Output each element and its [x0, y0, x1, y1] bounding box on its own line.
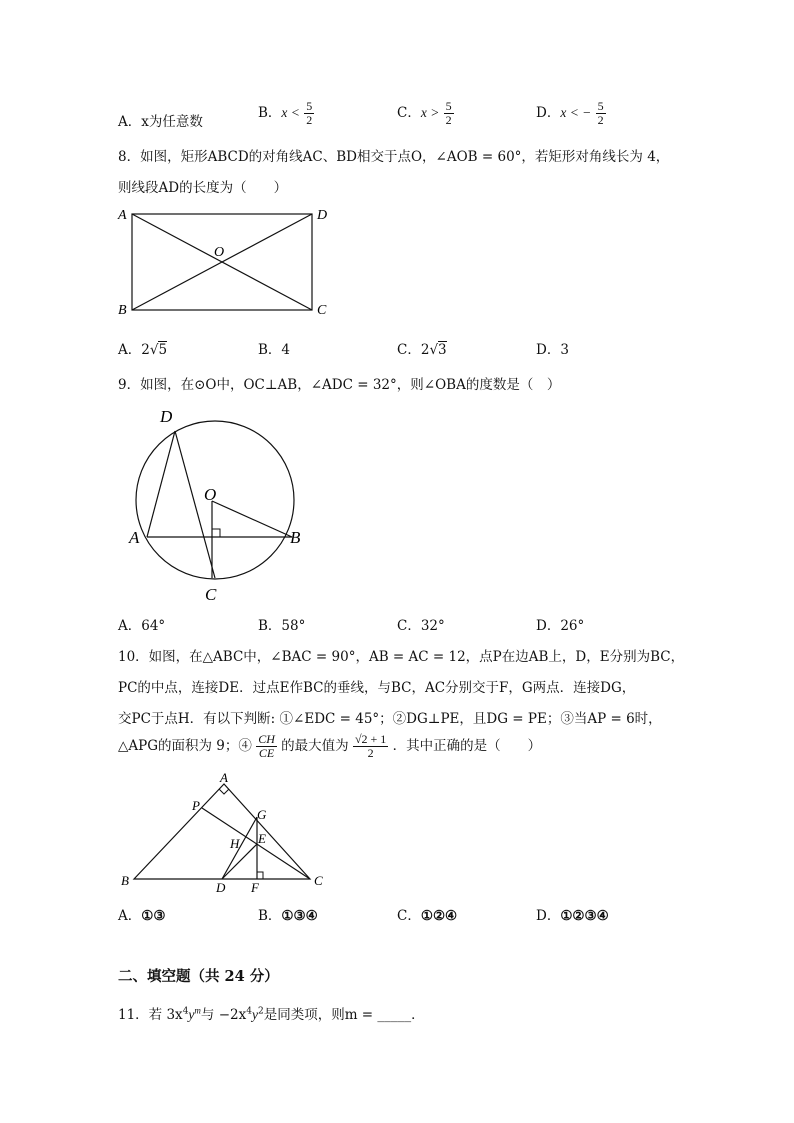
coefficient: 2: [420, 342, 430, 358]
segment-de: [222, 844, 257, 879]
exponent: 2: [257, 1006, 264, 1017]
option-label: B．: [258, 105, 282, 121]
label-d: D: [160, 407, 173, 426]
q8-option-d: [536, 338, 569, 358]
q8-option-c: [397, 338, 447, 358]
option-label: C．: [397, 618, 421, 634]
q7-option-b: [258, 100, 314, 127]
text-segment: 的最大值为: [281, 738, 349, 754]
q10-stem-line3: 交PC于点H．有以下判断: ①∠EDC = 45°；②DG⊥PE，且DG = PE；③当AP = 6时，: [118, 711, 662, 727]
right-angle-mark-a: [219, 789, 229, 794]
option-text: ①③④: [281, 908, 318, 924]
fraction: [596, 100, 606, 127]
denominator: 2: [445, 113, 452, 127]
text-segment: 与 −2x: [200, 1007, 247, 1023]
option-relation: x <: [281, 105, 300, 120]
option-text: ①③: [141, 908, 166, 924]
label-d: D: [317, 208, 328, 223]
option-label: B．: [258, 618, 282, 634]
triangle-abc: [134, 784, 310, 879]
q10-option-b: [258, 904, 318, 924]
option-text: 64°: [141, 618, 166, 634]
segment-dg: [222, 817, 257, 879]
option-label: A．: [118, 618, 142, 634]
q9-option-d: [536, 614, 584, 634]
option-label: B．: [258, 342, 282, 358]
option-label: C．: [397, 342, 421, 358]
denominator: 2: [306, 113, 313, 127]
numerator: 5: [597, 99, 604, 113]
fraction: [444, 100, 454, 127]
text-segment: △APG的面积为 9；④: [118, 738, 252, 754]
numerator: 5: [306, 99, 313, 113]
option-label: C．: [397, 908, 421, 924]
option-text: 26°: [560, 618, 585, 634]
q9-stem: 9．如图，在⊙O中，OC⊥AB，∠ADC = 32°，则∠OBA的度数是（ ）: [118, 377, 561, 393]
q10-triangle-figure: [112, 772, 338, 894]
option-label: A．: [118, 114, 142, 130]
q10-option-c: [397, 904, 457, 924]
text-segment: 11．若 3x: [118, 1007, 183, 1023]
q7-option-c: [397, 100, 454, 127]
fraction: [304, 100, 314, 127]
text-segment: 是同类项，则m = _____．: [263, 1007, 425, 1023]
label-c: C: [317, 303, 327, 318]
q10-stem-line1: 10．如图，在△ABC中，∠BAC = 90°，AB = AC = 12，点P在边AB上，D，E分别为BC，: [118, 649, 685, 665]
q7-option-d: [536, 100, 606, 127]
option-text: 58°: [281, 618, 306, 634]
option-label: A．: [118, 342, 142, 358]
label-b: B: [118, 303, 127, 318]
variable: y: [251, 1007, 258, 1022]
option-text: 4: [281, 342, 291, 358]
section-title: 二、填空题（共 24 分）: [118, 968, 279, 985]
denominator: 2: [367, 746, 374, 760]
q10-option-d: [536, 904, 609, 924]
variable: y: [188, 1007, 195, 1022]
q9-circle-figure: [120, 400, 320, 610]
sqrt-sign: √: [429, 342, 439, 358]
coefficient: 2: [141, 342, 150, 358]
label-g: G: [257, 807, 267, 822]
option-text: ①②③④: [560, 908, 609, 924]
q10-stem-line2: PC的中点，连接DE．过点E作BC的垂线，与BC，AC分别交于F，G两点．连接DG，: [118, 680, 636, 696]
label-f: F: [251, 880, 259, 894]
denominator: 2: [597, 113, 604, 127]
label-d: D: [216, 880, 226, 894]
q8-option-a: [118, 338, 167, 358]
sqrt-sign: √: [149, 342, 159, 358]
q10-option-a: [118, 904, 165, 924]
q8-rectangle-figure: [110, 200, 330, 320]
q7-option-a: [118, 110, 203, 130]
q8-option-b: [258, 338, 290, 358]
fraction-max-value: [353, 733, 388, 760]
q8-stem-line1: 8．如图，矩形ABCD的对角线AC、BD相交于点O，∠AOB = 60°，若矩形对角线长为 4，: [118, 149, 670, 165]
option-text: 3: [560, 342, 569, 358]
fraction-ch-ce: [256, 733, 277, 760]
label-c: C: [314, 873, 323, 888]
exponent: 4: [182, 1006, 189, 1017]
option-text: x为任意数: [141, 114, 203, 130]
option-label: A．: [118, 908, 142, 924]
label-c: C: [205, 585, 217, 604]
radicand: 5: [158, 342, 168, 358]
q9-option-a: [118, 614, 165, 634]
label-b: B: [290, 528, 301, 547]
denominator: CE: [258, 746, 275, 760]
q11-stem: [118, 1003, 425, 1023]
label-h: H: [230, 836, 240, 851]
numerator: CH: [258, 732, 275, 746]
q10-stem-line4: [118, 733, 541, 760]
segment-dc: [175, 431, 215, 578]
option-label: D．: [536, 908, 561, 924]
label-b: B: [121, 873, 129, 888]
right-angle-mark-f: [257, 872, 263, 879]
option-label: D．: [536, 618, 561, 634]
label-a: A: [220, 772, 228, 785]
option-relation: x < −: [560, 105, 592, 120]
option-label: D．: [536, 105, 561, 121]
numerator: 5: [445, 99, 452, 113]
q9-option-b: [258, 614, 305, 634]
label-p: P: [192, 798, 200, 813]
option-label: C．: [397, 105, 421, 121]
radicand: 3: [438, 342, 447, 358]
label-o: O: [214, 245, 225, 260]
right-angle-mark: [212, 529, 220, 537]
q8-stem-line2: 则线段AD的长度为（ ）: [118, 180, 288, 196]
q9-option-c: [397, 614, 445, 634]
segment-da: [147, 431, 175, 537]
label-e: E: [258, 831, 266, 846]
exponent: m: [194, 1005, 201, 1016]
option-text: 32°: [420, 618, 445, 634]
segment-ob: [212, 501, 292, 537]
option-relation: x >: [420, 105, 440, 120]
label-o: O: [204, 485, 217, 504]
numerator: √2 + 1: [354, 732, 387, 746]
label-a: A: [118, 208, 127, 223]
label-a: A: [129, 528, 140, 547]
option-text: ①②④: [420, 908, 458, 924]
option-label: B．: [258, 908, 282, 924]
exponent: 4: [246, 1006, 252, 1017]
text-segment: ．其中正确的是（ ）: [392, 738, 542, 754]
option-label: D．: [536, 342, 561, 358]
